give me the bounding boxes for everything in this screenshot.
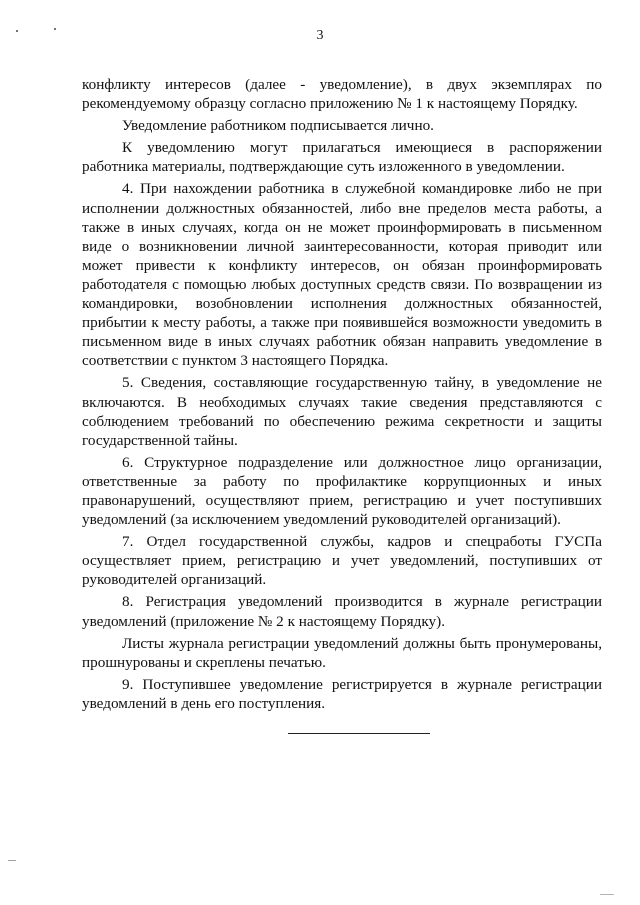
document-body: [82, 75, 602, 716]
scan-speck: [600, 894, 614, 895]
paragraph-item-9: 9. Поступившее уведомление регистрируется в журнале регистрации уведомлений в день его поступления.: [82, 675, 602, 712]
paragraph-attachments: К уведомлению могут прилагаться имеющиеся в распоряжении работника материалы, подтверждающие суть изложенного в уведомлении.: [82, 139, 602, 176]
paragraph-signature: Уведомление работником подписывается лично.: [122, 117, 434, 135]
paragraph-item-8: 8. Регистрация уведомлений производится в журнале регистрации уведомлений (приложение № 2 к настоящему Порядку).: [82, 593, 602, 630]
closing-rule: [288, 733, 430, 734]
paragraph-journal-sheets: Листы журнала регистрации уведомлений должны быть пронумерованы, прошнурованы и скреплены печатью.: [82, 634, 602, 671]
scan-speck: [8, 860, 16, 861]
paragraph-item-7: 7. Отдел государственной службы, кадров и спецработы ГУСПа осуществляет прием, регистрацию и учет уведомлений, поступивших от руководителей организаций.: [82, 533, 602, 589]
page-number: 3: [316, 28, 324, 43]
paragraph-item-6: 6. Структурное подразделение или должностное лицо организации, ответственные за работу по профилактике коррупционных и иных правонарушений, осуществляют прием, регистрацию и учет поступивших уведомлений (за исключением уведомлений руководителей организаций).: [82, 453, 602, 529]
paragraph-continued: конфликту интересов (далее - уведомление), в двух экземплярах по рекомендуемому образцу согласно приложению № 1 к настоящему Порядку.: [82, 76, 602, 113]
paragraph-item-4: 4. При нахождении работника в служебной командировке либо не при исполнении должностных обязанностей, либо вне пределов места работы, а также в иных случаях, когда он не может проинформировать в письменном виде о возникновении личной заинтересованности, которая приводит или может привести к конфликту интересов, он обязан проинформировать работодателя с помощью любых доступных средств связи. По возвращении из командировки, возобновлении исполнения должностных обязанностей, прибытии к месту работы, а также при появившейся возможности уведомить в письменном виде в иных случаях работник обязан направить уведомление в соответствии с пунктом 3 настоящего Порядка.: [82, 180, 602, 370]
paragraph-item-5: 5. Сведения, составляющие государственную тайну, в уведомление не включаются. В необходимых случаях такие сведения представляются с соблюдением требований по обеспечению режима секретности и защиты государственной тайны.: [82, 374, 602, 449]
